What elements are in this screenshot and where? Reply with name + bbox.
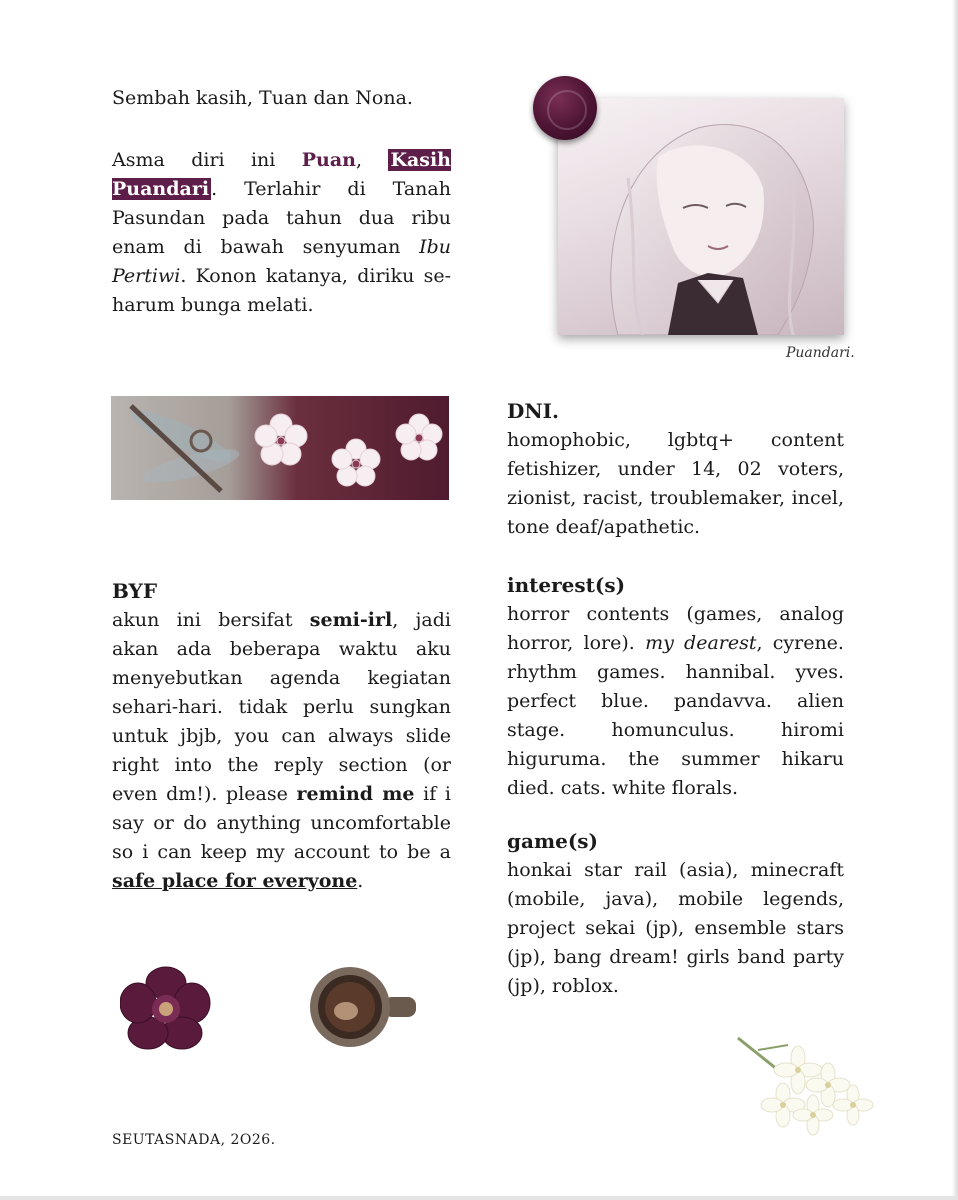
flower-icon (120, 965, 212, 1053)
interests-text (507, 600, 844, 803)
intro-text-2: . Terlahir di Tanah Pasundan pada tahun dua ribu enam di bawah senyuman (112, 178, 451, 258)
greeting: Sembah kasih, Tuan dan Nona. (112, 87, 413, 109)
portrait-image (558, 98, 844, 335)
portrait-illustration (558, 98, 844, 335)
intro-paragraph (112, 146, 451, 320)
blossom-icons (111, 396, 449, 500)
footer-credit: SEUTASNADA, 2O26. (112, 1132, 276, 1148)
games-text: honkai star rail (asia), minecraft (mobile, java), mobile legends, project sekai (jp), ensemble stars (jp), bang dream! girls band party (jp), roblox. (507, 859, 844, 997)
games-heading: game(s) (507, 829, 599, 853)
page-bottom-edge (0, 1196, 958, 1200)
name-puan: Puan (301, 149, 356, 171)
byf-remind-me: remind me (296, 783, 415, 805)
intro-text-3: . Konon katanya, diriku se-harum bunga melati. (112, 265, 451, 316)
intro-text-1: Asma diri ini (112, 149, 302, 171)
page-edge (952, 0, 958, 1200)
interests-my-dearest: my dearest (645, 632, 757, 654)
interests-heading: interest(s) (507, 573, 626, 597)
byf-semi-irl: semi-irl (309, 609, 393, 631)
signature: Puandari. (786, 345, 855, 361)
dni-heading: DNI. (507, 399, 559, 423)
interests-text-1: horror contents (games, analog horror, lore). (507, 603, 844, 654)
byf-text-2: , jadi akan ada beberapa waktu aku menyebutkan agenda kegiatan sehari-hari. tidak perlu sungkan untuk jbjb, you can always slide right into the reply section (or even dm!). please (112, 609, 451, 805)
byf-text-4: . (357, 870, 364, 892)
byf-heading: BYF (112, 579, 158, 603)
byf-text-1: akun ini bersifat (112, 609, 310, 631)
name-kasih-puandari: Kasih Puandari (112, 149, 451, 200)
byf-safe-place: safe place for everyone (112, 870, 358, 892)
byf-text-3: if i say or do anything uncomfortable so i can keep my account to be a (112, 783, 451, 863)
floral-banner-image (111, 396, 449, 500)
dni-text: homophobic, lgbtq+ content fetishizer, under 14, 02 voters, zionist, racist, troublemaker, incel, tone deaf/apathetic. (507, 429, 844, 538)
coffee-cup-icon (306, 963, 418, 1055)
jasmine-flowers-icon (728, 1030, 878, 1140)
byf-text (112, 606, 451, 896)
wax-seal-icon (533, 76, 597, 140)
ibu-pertiwi: Ibu Pertiwi (112, 236, 451, 287)
intro-comma: , (356, 149, 389, 171)
interests-text-2: , cyrene. rhythm games. hannibal. yves. perfect blue. pandavva. alien stage. homunculus. hiromi higuruma. the summer hikaru died. cats. white florals. (507, 632, 844, 799)
